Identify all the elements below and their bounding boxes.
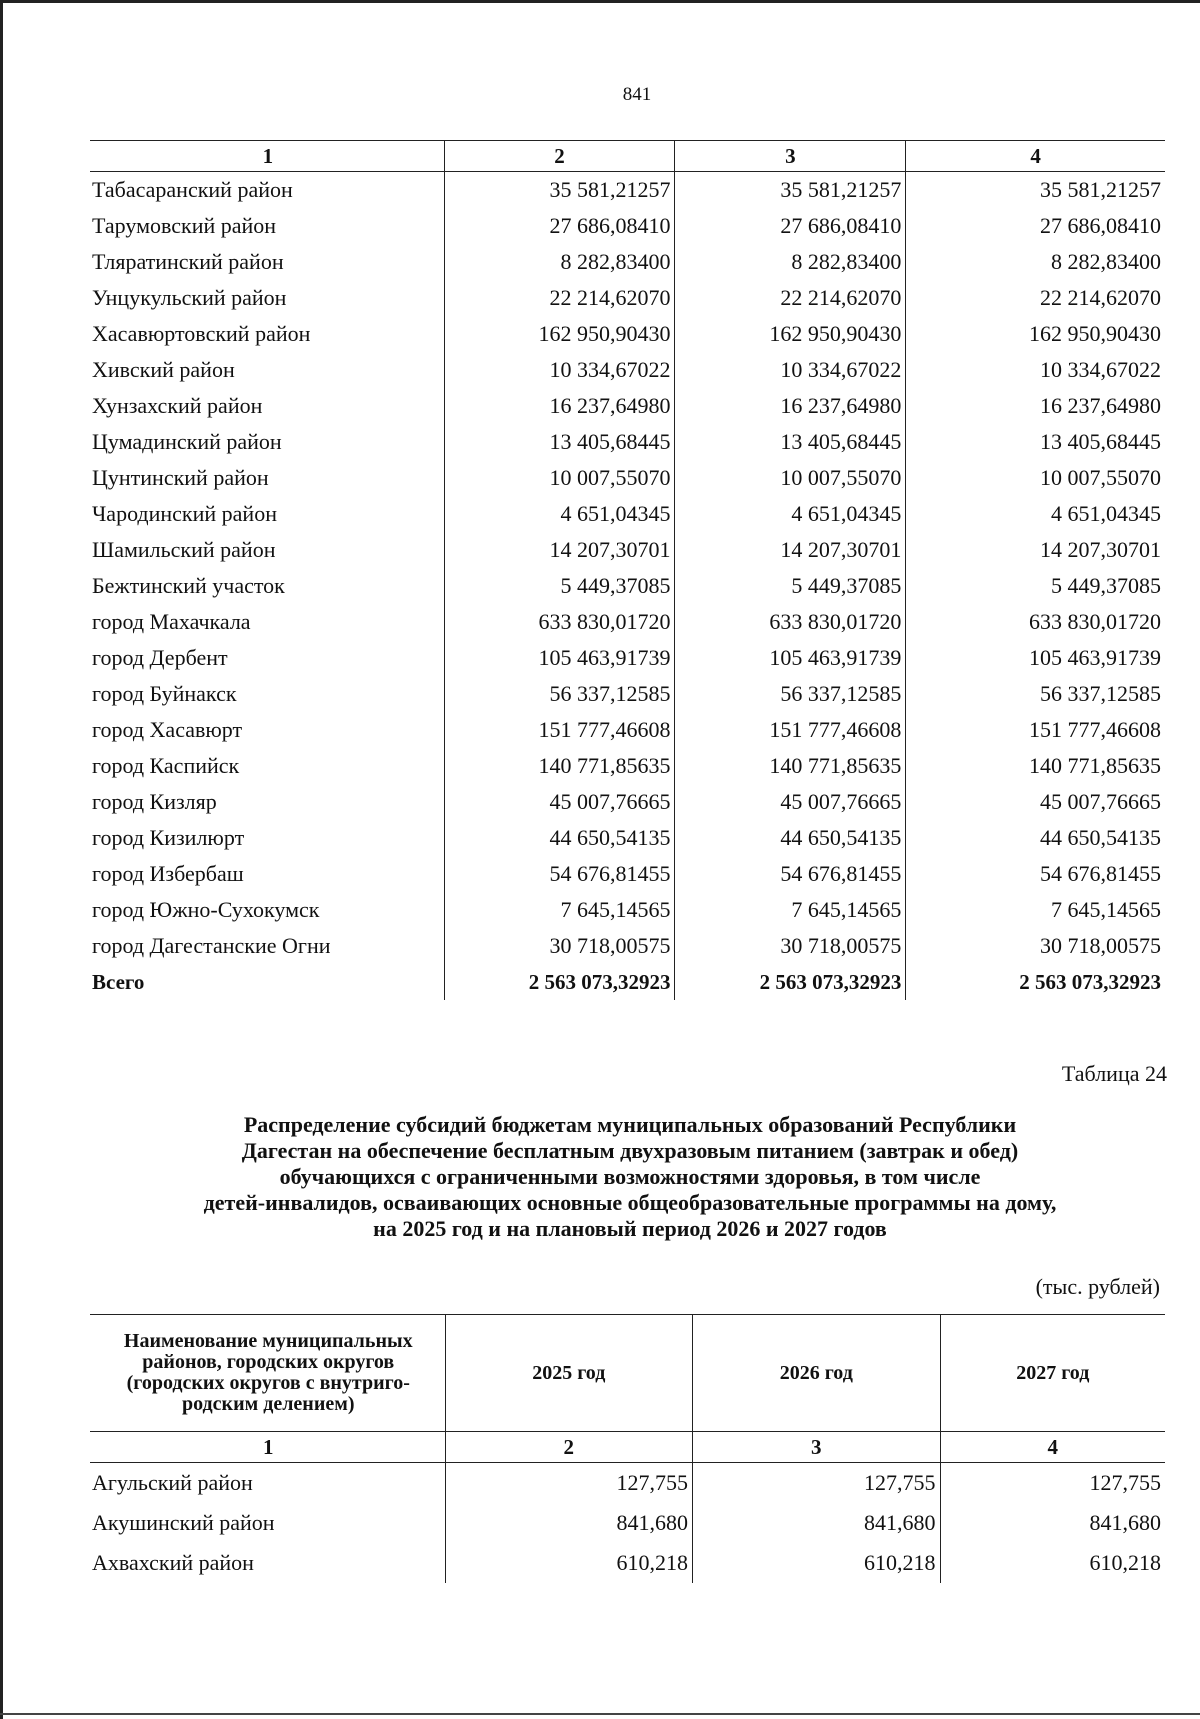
table-row xyxy=(90,244,1165,280)
value-cell-col3: 10 007,55070 xyxy=(675,460,906,496)
value-cell-col4: 35 581,21257 xyxy=(906,172,1165,209)
value-cell-col3: 56 337,12585 xyxy=(675,676,906,712)
column-number: 1 xyxy=(90,141,444,172)
value-cell-col2: 54 676,81455 xyxy=(444,856,675,892)
value-cell-col3: 4 651,04345 xyxy=(675,496,906,532)
scan-edge-top xyxy=(0,0,1200,3)
table-title-line: Дагестан на обеспечение бесплатным двухразовым питанием (завтрак и обед) xyxy=(241,1138,1019,1163)
value-cell-col4: 127,755 xyxy=(940,1463,1165,1504)
value-cell-col2: 633 830,01720 xyxy=(444,604,675,640)
header-name xyxy=(90,1315,445,1432)
value-cell-col2: 27 686,08410 xyxy=(444,208,675,244)
value-cell-col3: 27 686,08410 xyxy=(675,208,906,244)
municipality-name-cell: Унцукульский район xyxy=(92,285,287,310)
table-row xyxy=(90,676,1165,712)
value-cell-col2: 140 771,85635 xyxy=(444,748,675,784)
value-cell-col4: 22 214,62070 xyxy=(906,280,1165,316)
value-cell-col3: 45 007,76665 xyxy=(675,784,906,820)
value-cell-col3: 151 777,46608 xyxy=(675,712,906,748)
header-name-line: (городских округов с внутриго- xyxy=(126,1372,410,1394)
value-cell-col2: 8 282,83400 xyxy=(444,244,675,280)
total-label-cell: Всего xyxy=(92,969,145,994)
value-cell-col4: 8 282,83400 xyxy=(906,244,1165,280)
value-cell-col2: 5 449,37085 xyxy=(444,568,675,604)
header-year-2026: 2026 год xyxy=(693,1315,940,1432)
value-cell-col4: 14 207,30701 xyxy=(906,532,1165,568)
table-row xyxy=(90,820,1165,856)
municipality-name-cell: Хасавюртовский район xyxy=(92,321,311,346)
municipality-name-cell: Бежтинский участок xyxy=(92,573,285,598)
table-row xyxy=(90,388,1165,424)
column-number: 4 xyxy=(940,1432,1165,1463)
value-cell-col2: 7 645,14565 xyxy=(444,892,675,928)
column-number: 1 xyxy=(90,1432,445,1463)
value-cell-col2: 10 334,67022 xyxy=(444,352,675,388)
value-cell-col3: 54 676,81455 xyxy=(675,856,906,892)
table-row xyxy=(90,532,1165,568)
table-row xyxy=(90,568,1165,604)
table-row xyxy=(90,1463,1165,1504)
table-row xyxy=(90,928,1165,964)
value-cell-col4: 4 651,04345 xyxy=(906,496,1165,532)
table-row xyxy=(90,712,1165,748)
value-cell-col2: 30 718,00575 xyxy=(444,928,675,964)
value-cell-col3: 30 718,00575 xyxy=(675,928,906,964)
municipality-name-cell: город Избербаш xyxy=(92,861,244,886)
value-cell-col3: 140 771,85635 xyxy=(675,748,906,784)
header-year-2027: 2027 год xyxy=(940,1315,1165,1432)
table-row xyxy=(90,352,1165,388)
municipality-name-cell: город Хасавюрт xyxy=(92,717,243,742)
units-label: (тыс. рублей) xyxy=(1035,1274,1160,1299)
value-cell-col3: 127,755 xyxy=(693,1463,940,1504)
value-cell-col4: 56 337,12585 xyxy=(906,676,1165,712)
distribution-table-continued xyxy=(90,140,1165,1000)
column-number: 2 xyxy=(444,141,675,172)
scan-edge-left xyxy=(0,0,3,1719)
value-cell-col3: 610,218 xyxy=(693,1543,940,1583)
municipality-name-cell: Цумадинский район xyxy=(92,429,282,454)
table-title-line: обучающихся с ограниченными возможностями здоровья, в том числе xyxy=(279,1164,981,1189)
municipality-name-cell: город Махачкала xyxy=(92,609,251,634)
municipality-name-cell: Хивский район xyxy=(92,357,235,382)
value-cell-col2: 44 650,54135 xyxy=(444,820,675,856)
table-body xyxy=(90,172,1165,1001)
value-cell-col4: 105 463,91739 xyxy=(906,640,1165,676)
table-row xyxy=(90,748,1165,784)
table-number: Таблица 24 xyxy=(1061,1061,1167,1086)
value-cell-col2: 841,680 xyxy=(445,1503,692,1543)
total-value-col3: 2 563 073,32923 xyxy=(675,964,906,1000)
value-cell-col4: 140 771,85635 xyxy=(906,748,1165,784)
table-row xyxy=(90,784,1165,820)
header-row xyxy=(90,1315,1165,1432)
table-row xyxy=(90,208,1165,244)
value-cell-col4: 16 237,64980 xyxy=(906,388,1165,424)
total-row xyxy=(90,964,1165,1000)
value-cell-col4: 5 449,37085 xyxy=(906,568,1165,604)
value-cell-col3: 44 650,54135 xyxy=(675,820,906,856)
table-row xyxy=(90,424,1165,460)
value-cell-col2: 16 237,64980 xyxy=(444,388,675,424)
value-cell-col2: 56 337,12585 xyxy=(444,676,675,712)
municipality-name-cell: Акушинский район xyxy=(92,1510,275,1535)
value-cell-col2: 610,218 xyxy=(445,1543,692,1583)
value-cell-col2: 4 651,04345 xyxy=(444,496,675,532)
table-body xyxy=(90,1463,1165,1584)
value-cell-col3: 22 214,62070 xyxy=(675,280,906,316)
subsidy-table xyxy=(90,1314,1165,1583)
municipality-name-cell: город Южно-Сухокумск xyxy=(92,897,320,922)
municipality-name-cell: город Каспийск xyxy=(92,753,240,778)
value-cell-col3: 633 830,01720 xyxy=(675,604,906,640)
column-number: 2 xyxy=(445,1432,692,1463)
municipality-name-cell: город Кизилюрт xyxy=(92,825,245,850)
value-cell-col4: 44 650,54135 xyxy=(906,820,1165,856)
value-cell-col4: 10 007,55070 xyxy=(906,460,1165,496)
value-cell-col4: 54 676,81455 xyxy=(906,856,1165,892)
value-cell-col3: 841,680 xyxy=(693,1503,940,1543)
header-name-line: родским делением) xyxy=(182,1393,355,1415)
table-row xyxy=(90,1543,1165,1583)
table-row xyxy=(90,496,1165,532)
table-row xyxy=(90,892,1165,928)
column-number: 3 xyxy=(675,141,906,172)
value-cell-col3: 35 581,21257 xyxy=(675,172,906,209)
page-number: 841 xyxy=(622,84,652,105)
value-cell-col2: 22 214,62070 xyxy=(444,280,675,316)
municipality-name-cell: Тляратинский район xyxy=(92,249,284,274)
value-cell-col3: 7 645,14565 xyxy=(675,892,906,928)
table-row xyxy=(90,856,1165,892)
value-cell-col4: 841,680 xyxy=(940,1503,1165,1543)
value-cell-col4: 7 645,14565 xyxy=(906,892,1165,928)
municipality-name-cell: Агульский район xyxy=(92,1470,253,1495)
municipality-name-cell: город Буйнакск xyxy=(92,681,237,706)
municipality-name-cell: Хунзахский район xyxy=(92,393,263,418)
value-cell-col4: 162 950,90430 xyxy=(906,316,1165,352)
value-cell-col4: 633 830,01720 xyxy=(906,604,1165,640)
value-cell-col4: 30 718,00575 xyxy=(906,928,1165,964)
value-cell-col3: 5 449,37085 xyxy=(675,568,906,604)
value-cell-col2: 127,755 xyxy=(445,1463,692,1504)
header-year-2025: 2025 год xyxy=(445,1315,692,1432)
value-cell-col3: 162 950,90430 xyxy=(675,316,906,352)
municipality-name-cell: Тарумовский район xyxy=(92,213,277,238)
value-cell-col4: 610,218 xyxy=(940,1543,1165,1583)
table-row xyxy=(90,280,1165,316)
value-cell-col3: 10 334,67022 xyxy=(675,352,906,388)
municipality-name-cell: Шамильский район xyxy=(92,537,276,562)
table-row xyxy=(90,316,1165,352)
value-cell-col4: 27 686,08410 xyxy=(906,208,1165,244)
header-name-line: районов, городских округов xyxy=(142,1351,395,1373)
table-row xyxy=(90,640,1165,676)
value-cell-col2: 13 405,68445 xyxy=(444,424,675,460)
table-row xyxy=(90,460,1165,496)
municipality-name-cell: Табасаранский район xyxy=(92,177,293,202)
value-cell-col3: 13 405,68445 xyxy=(675,424,906,460)
municipality-name-cell: Ахвахский район xyxy=(92,1550,254,1575)
value-cell-col2: 151 777,46608 xyxy=(444,712,675,748)
municipality-name-cell: Цунтинский район xyxy=(92,465,269,490)
municipality-name-cell: Чародинский район xyxy=(92,501,277,526)
value-cell-col3: 105 463,91739 xyxy=(675,640,906,676)
table-title xyxy=(100,1112,1160,1242)
municipality-name-cell: город Дагестанские Огни xyxy=(92,933,331,958)
value-cell-col2: 45 007,76665 xyxy=(444,784,675,820)
column-number: 3 xyxy=(693,1432,940,1463)
value-cell-col4: 151 777,46608 xyxy=(906,712,1165,748)
value-cell-col2: 14 207,30701 xyxy=(444,532,675,568)
total-value-col2: 2 563 073,32923 xyxy=(444,964,675,1000)
table-row xyxy=(90,1503,1165,1543)
municipality-name-cell: город Дербент xyxy=(92,645,228,670)
value-cell-col4: 13 405,68445 xyxy=(906,424,1165,460)
municipality-name-cell: город Кизляр xyxy=(92,789,217,814)
header-name-line: Наименование муниципальных xyxy=(123,1330,413,1352)
table-title-line: детей-инвалидов, осваивающих основные общеобразовательные программы на дому, xyxy=(203,1190,1057,1215)
table-title-line: на 2025 год и на плановый период 2026 и 2027 годов xyxy=(373,1216,887,1241)
scan-edge-bottom xyxy=(0,1713,1200,1715)
value-cell-col2: 10 007,55070 xyxy=(444,460,675,496)
table-title-line: Распределение субсидий бюджетам муниципальных образований Республики xyxy=(243,1112,1017,1137)
value-cell-col2: 35 581,21257 xyxy=(444,172,675,209)
value-cell-col3: 8 282,83400 xyxy=(675,244,906,280)
total-value-col4: 2 563 073,32923 xyxy=(906,964,1165,1000)
value-cell-col4: 10 334,67022 xyxy=(906,352,1165,388)
table-row xyxy=(90,604,1165,640)
value-cell-col4: 45 007,76665 xyxy=(906,784,1165,820)
value-cell-col2: 105 463,91739 xyxy=(444,640,675,676)
column-number-row xyxy=(90,1432,1165,1463)
table-row xyxy=(90,172,1165,209)
column-number-row xyxy=(90,141,1165,172)
column-number: 4 xyxy=(906,141,1165,172)
value-cell-col3: 14 207,30701 xyxy=(675,532,906,568)
value-cell-col2: 162 950,90430 xyxy=(444,316,675,352)
value-cell-col3: 16 237,64980 xyxy=(675,388,906,424)
